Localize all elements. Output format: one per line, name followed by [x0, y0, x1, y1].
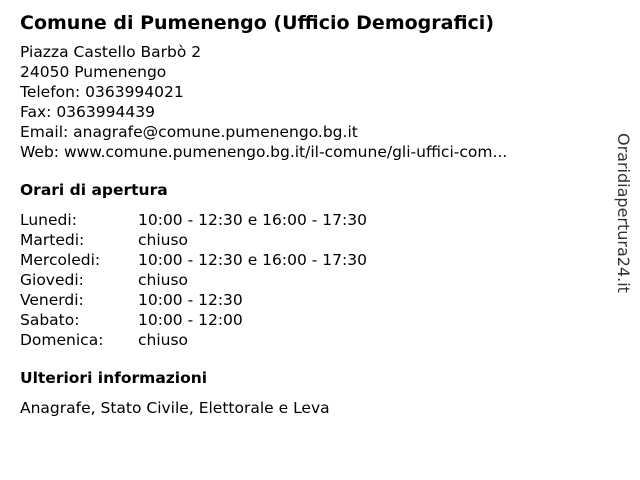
hours-day: Mercoledi:	[20, 251, 101, 269]
hours-day: Sabato:	[20, 311, 80, 329]
web-line[interactable]: Web: www.comune.pumenengo.bg.it/il-comune/gli-uffici-com...	[20, 143, 508, 161]
hours-time: chiuso	[138, 231, 189, 249]
phone-line: Telefon: 0363994021	[20, 83, 184, 101]
hours-day: Venerdi:	[20, 291, 84, 309]
hours-day: Giovedi:	[20, 271, 84, 289]
hours-row-sunday	[20, 330, 600, 350]
hours-day: Martedi:	[20, 231, 85, 249]
address-block	[20, 42, 600, 162]
hours-time: 10:00 - 12:30	[138, 291, 243, 309]
more-info-heading: Ulteriori informazioni	[20, 369, 208, 387]
hours-time: 10:00 - 12:30 e 16:00 - 17:30	[138, 251, 367, 269]
hours-row-saturday	[20, 310, 600, 330]
hours-day: Lunedi:	[20, 211, 77, 229]
hours-row-monday	[20, 210, 600, 230]
office-title: Comune di Pumenengo (Ufficio Demografici)	[20, 12, 495, 34]
hours-table	[20, 210, 600, 350]
hours-time: chiuso	[138, 271, 189, 289]
office-card	[20, 10, 600, 418]
street-address: Piazza Castello Barbò 2	[20, 43, 202, 61]
hours-row-tuesday	[20, 230, 600, 250]
hours-row-friday	[20, 290, 600, 310]
hours-row-wednesday	[20, 250, 600, 270]
hours-heading: Orari di apertura	[20, 181, 168, 199]
hours-day: Domenica:	[20, 331, 104, 349]
fax-line: Fax: 0363994439	[20, 103, 155, 121]
hours-time: 10:00 - 12:30 e 16:00 - 17:30	[138, 211, 367, 229]
hours-time: 10:00 - 12:00	[138, 311, 243, 329]
email-line[interactable]: Email: anagrafe@comune.pumenengo.bg.it	[20, 123, 358, 141]
more-info-text: Anagrafe, Stato Civile, Elettorale e Leva	[20, 399, 330, 417]
hours-time: chiuso	[138, 331, 189, 349]
hours-row-thursday	[20, 270, 600, 290]
postal-city: 24050 Pumenengo	[20, 63, 167, 81]
brand-watermark: Oraridiapertura24.it	[614, 133, 633, 293]
